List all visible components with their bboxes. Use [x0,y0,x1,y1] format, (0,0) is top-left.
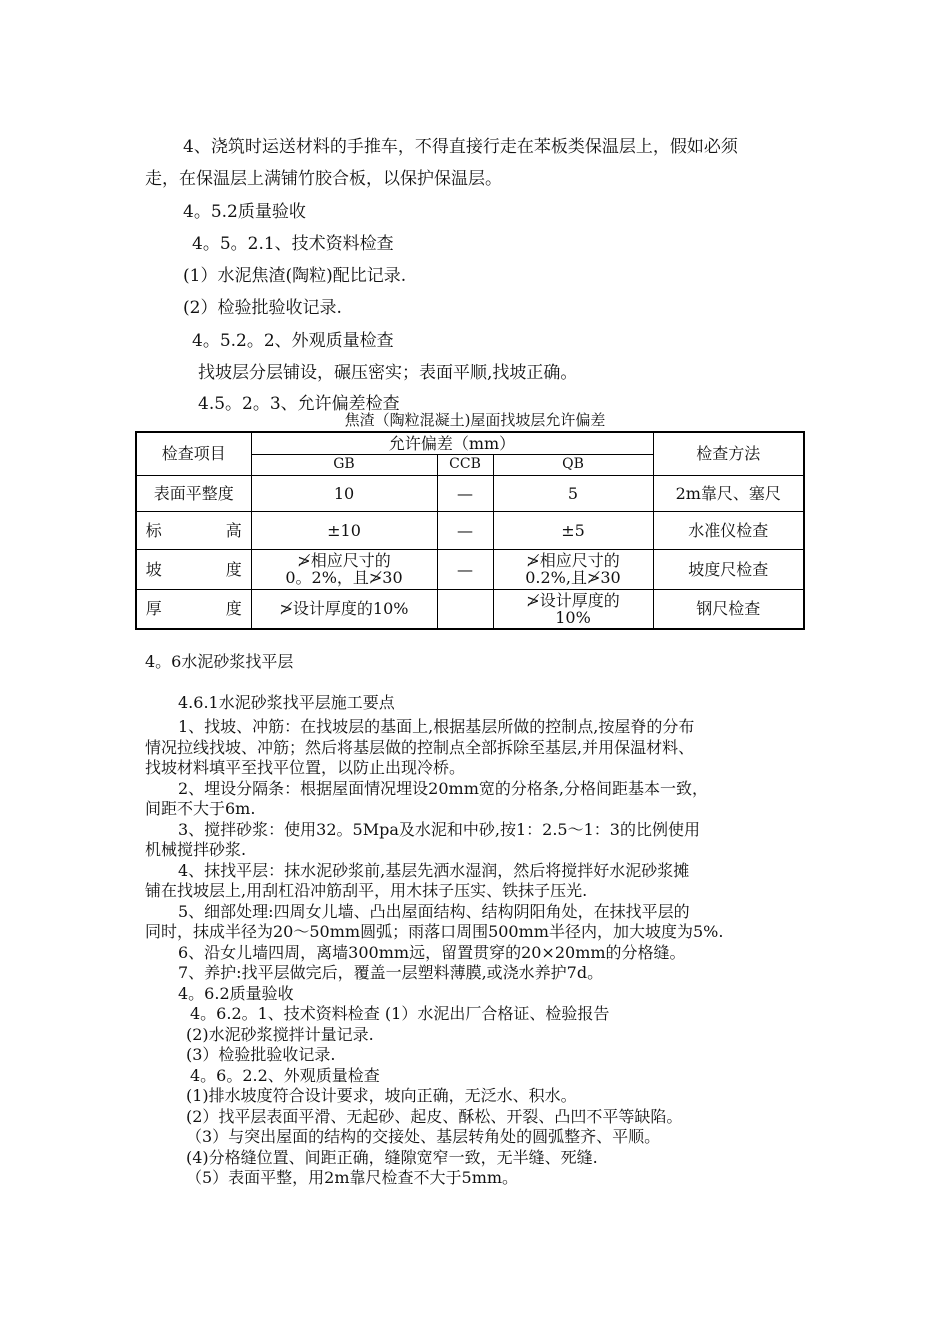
body-line: （5）表面平整，用2m靠尺检查不大于5mm。 [186,1168,519,1187]
body-line: 7、养护:找平层做完后，覆盖一层塑料薄膜,或浇水养护7d。 [178,963,604,982]
body-line: (2）找平层表面平滑、无起砂、起皮、酥松、开裂、凸凹不平等缺陷。 [186,1107,683,1126]
gb-line1: ≯相应尺寸的 [297,551,391,570]
body-line: 6、沿女儿墙四周，离墙300mm远，留置贯穿的20×20mm的分格缝。 [178,943,686,962]
cell-qb: ±5 [493,511,653,549]
heading-4-5-2: 4。5.2质量验收 [183,202,306,222]
cell-gb [251,549,437,589]
item-label-a: 坡 [145,559,162,579]
header-qb: QB [493,454,653,475]
qb-line2: 0.2%,且≯30 [525,568,621,587]
heading-4-6-1: 4.6.1水泥砂浆找平层施工要点 [178,693,395,712]
body-line: 同时，抹成半径为20～50mm圆弧；雨落口周围500mm半径内，加大坡度为5%. [145,922,724,941]
body-line: 1、找坡、冲筋：在找坡层的基面上,根据基层所做的控制点,按屋脊的分布 [178,717,695,736]
body-line: 5、细部处理:四周女儿墙、凸出屋面结构、结构阴阳角处，在抹找平层的 [178,902,690,921]
qb-line2: 10% [555,607,591,627]
table-row [136,549,804,589]
body-line: (4)分格缝位置、间距正确，缝隙宽窄一致，无半缝、死缝. [186,1148,598,1167]
body-line: 情况拉线找坡、冲筋；然后将基层做的控制点全部拆除至基层,并用保温材料、 [145,738,695,757]
heading-4-6-2-1: 4。6.2。1、技术资料检查 (1）水泥出厂合格证、检验报告 [190,1004,610,1023]
cell-item [136,549,251,589]
header-tolerance: 允许偏差（mm） [251,432,653,454]
cell-item [136,475,251,511]
list-item-mix-record: (1）水泥焦渣(陶粒)配比记录. [183,266,407,286]
heading-4-6-2-2: 4。6。2.2、外观质量检查 [190,1066,380,1085]
para-wheelbarrow-line2: 走，在保温层上满铺竹胶合板，以保护保温层。 [145,169,502,189]
body-line: 3、搅拌砂浆：使用32。5Mpa及水泥和中砂,按1：2.5～1：3的比例使用 [178,820,700,839]
body-line: 4、抹找平层：抹水泥砂浆前,基层先洒水湿润，然后将搅拌好水泥砂浆摊 [178,861,690,880]
cell-method: 坡度尺检查 [653,549,804,589]
cell-qb [493,549,653,589]
section-title-4-6: 4。6水泥砂浆找平层 [145,652,294,671]
table-row [136,511,804,549]
cell-ccb: — [437,475,493,511]
cell-gb: 10 [251,475,437,511]
heading-4-5-2-2: 4。5.2。2、外观质量检查 [192,331,394,351]
body-line: （3）与突出屋面的结构的交接处、基层转角处的圆弧整齐、平顺。 [186,1127,661,1146]
cell-gb: ±10 [251,511,437,549]
body-line: 找坡材料填平至找平位置，以防止出现冷桥。 [145,758,466,777]
heading-4-5-2-3: 4.5。2。3、允许偏差检查 [198,394,400,414]
tolerance-table [135,431,805,630]
body-line: (1)排水坡度符合设计要求，坡向正确，无泛水、积水。 [186,1086,577,1105]
body-line: 间距不大于6m. [145,799,256,818]
para-appearance: 找坡层分层铺设，碾压密实；表面平顺,找坡正确。 [198,363,578,383]
table-caption: 焦渣（陶粒混凝土)屋面找坡层允许偏差 [344,411,606,429]
table-row [136,475,804,511]
para-wheelbarrow-line1: 4、浇筑时运送材料的手推车，不得直接行走在苯板类保温层上，假如必须 [183,137,738,157]
gb-line2: 0。2%，且≯30 [285,568,403,587]
item-label-a: 厚 [145,599,162,619]
cell-gb: ≯设计厚度的10% [251,589,437,629]
item-label-b: 度 [225,599,242,619]
item-label-b: 度 [225,559,242,579]
qb-line1: ≯相应尺寸的 [526,551,620,570]
body-line: (3）检验批验收记录. [186,1045,336,1064]
cell-method: 钢尺检查 [653,589,804,629]
cell-item [136,589,251,629]
cell-ccb [437,589,493,629]
heading-4-6-2: 4。6.2质量验收 [178,984,294,1003]
cell-ccb: — [437,549,493,589]
cell-method: 2m靠尺、塞尺 [653,475,804,511]
header-item: 检查项目 [136,432,251,475]
cell-item [136,511,251,549]
body-line: (2)水泥砂浆搅拌计量记录. [186,1025,374,1044]
item-label-b: 高 [225,520,242,540]
heading-4-5-2-1: 4。5。2.1、技术资料检查 [192,234,394,254]
body-line: 铺在找坡层上,用刮杠沿冲筋刮平，用木抹子压实、铁抹子压光. [145,881,588,900]
cell-qb: 5 [493,475,653,511]
header-method: 检查方法 [653,432,804,475]
cell-method: 水准仪检查 [653,511,804,549]
table-row [136,589,804,629]
qb-line1: ≯设计厚度的 [526,590,620,610]
cell-ccb: — [437,511,493,549]
body-line: 2、埋设分隔条：根据屋面情况埋设20mm宽的分格条,分格间距基本一致， [178,779,708,798]
header-gb: GB [251,454,437,475]
header-ccb: CCB [437,454,493,475]
cell-qb [493,589,653,629]
list-item-inspection-record: (2）检验批验收记录. [183,298,342,318]
table-header-row [136,432,804,454]
body-line: 机械搅拌砂浆. [145,840,247,859]
item-label: 表面平整度 [153,483,234,503]
item-label-a: 标 [145,520,162,540]
